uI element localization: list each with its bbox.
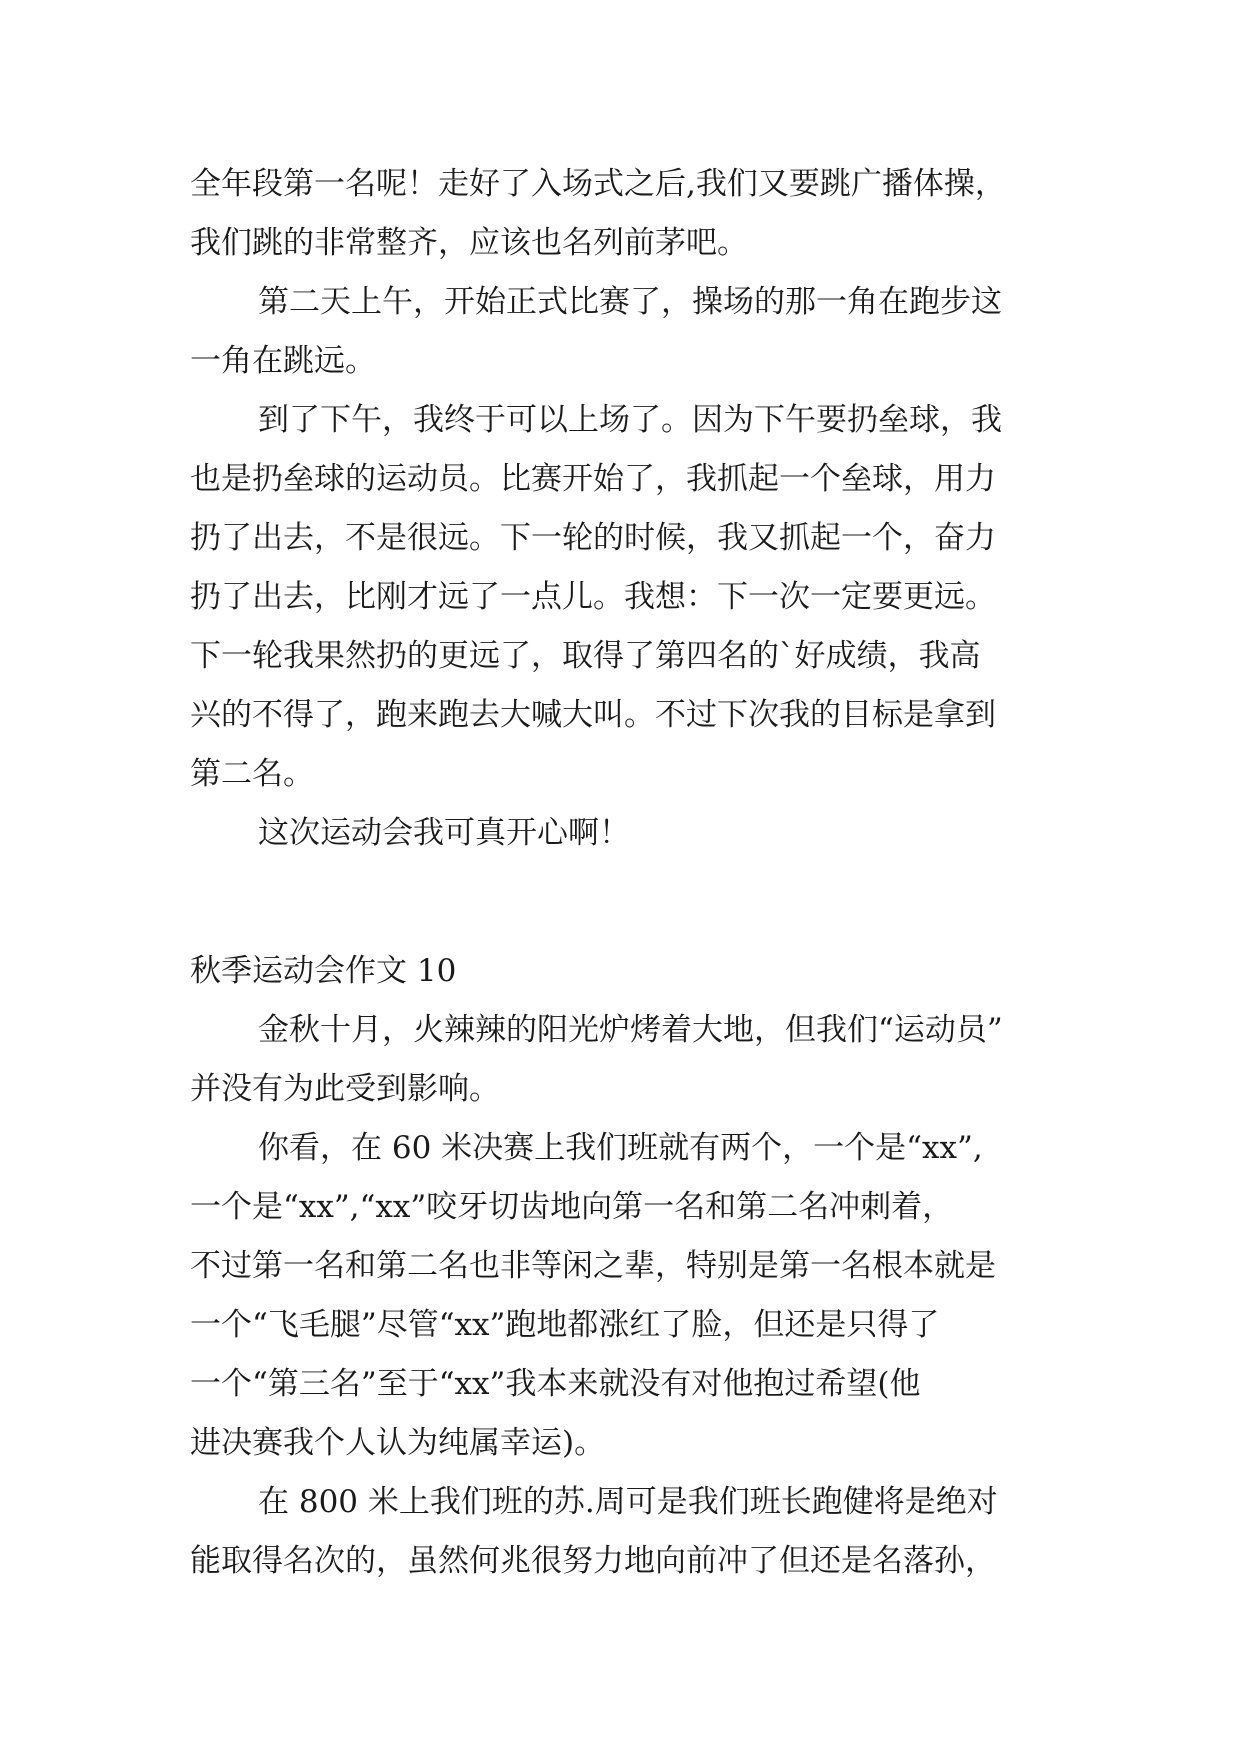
text-line: 能取得名次的，虽然何兆很努力地向前冲了但还是名落孙， xyxy=(190,1543,996,1579)
text-line: 不过第一名和第二名也非等闲之辈，特别是第一名根本就是 xyxy=(190,1248,996,1284)
section-title xyxy=(190,942,1090,1001)
text-line: 金秋十月，火辣辣的阳光炉烤着大地，但我们“运动员” xyxy=(258,1012,1003,1048)
text-line: 在 800 米上我们班的苏.周可是我们班长跑健将是绝对 xyxy=(258,1484,998,1520)
paragraph xyxy=(190,1119,1090,1473)
text-line: 到了下午，我终于可以上场了。因为下午要扔垒球，我 xyxy=(258,402,1002,438)
paragraph xyxy=(190,1001,1090,1119)
text-line: 也是扔垒球的运动员。比赛开始了，我抓起一个垒球，用力 xyxy=(190,461,996,497)
text-line: 你看，在 60 米决赛上我们班就有两个，一个是“xx”, xyxy=(258,1130,983,1166)
text-line: 我们跳的非常整齐，应该也名列前茅吧。 xyxy=(190,225,748,261)
text-line: 一个“飞毛腿”尽管“xx”跑地都涨红了脸，但还是只得了 xyxy=(190,1307,940,1343)
essay-body xyxy=(190,155,1090,1591)
paragraph xyxy=(190,391,1090,804)
text-line: 第二名。 xyxy=(190,756,314,792)
paragraph xyxy=(190,155,1090,273)
text-line: 并没有为此受到影响。 xyxy=(190,1071,500,1107)
text-line: 全年段第一名呢！走好了入场式之后,我们又要跳广播体操， xyxy=(190,166,1006,202)
text-line: 一角在跳远。 xyxy=(190,343,376,379)
text-line: 这次运动会我可真开心啊！ xyxy=(258,815,630,851)
text-line: 第二天上午，开始正式比赛了，操场的那一角在跑步这 xyxy=(258,284,1002,320)
text-line: 进决赛我个人认为纯属幸运)。 xyxy=(190,1425,606,1461)
paragraph xyxy=(190,1473,1090,1591)
paragraph xyxy=(190,273,1090,391)
text-line: 一个是“xx”,“xx”咬牙切齿地向第一名和第二名冲刺着， xyxy=(190,1189,954,1225)
text-line: 扔了出去，不是很远。下一轮的时候，我又抓起一个，奋力 xyxy=(190,520,996,556)
paragraph xyxy=(190,804,1090,863)
text-line: 一个“第三名”至于“xx”我本来就没有对他抱过希望(他 xyxy=(190,1366,921,1402)
text-line: 扔了出去，比刚才远了一点儿。我想：下一次一定要更远。 xyxy=(190,579,996,615)
section-spacer xyxy=(190,863,1090,942)
text-line: 兴的不得了，跑来跑去大喊大叫。不过下次我的目标是拿到 xyxy=(190,697,996,733)
text-line: 下一轮我果然扔的更远了，取得了第四名的`好成绩，我高 xyxy=(190,638,981,674)
section-title-text: 秋季运动会作文 10 xyxy=(190,953,457,989)
